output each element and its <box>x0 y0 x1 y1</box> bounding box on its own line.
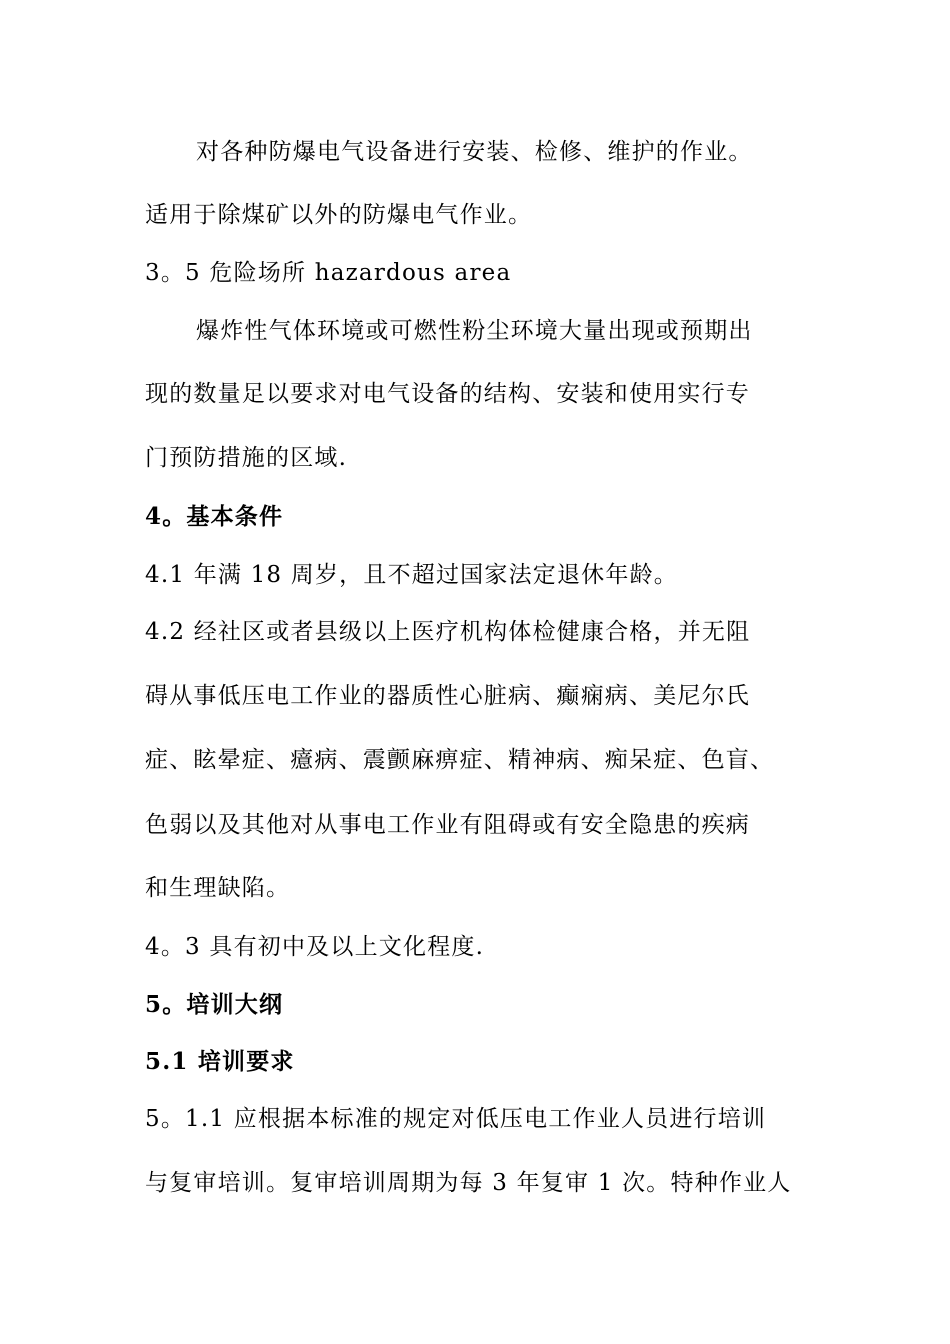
paragraph-line: 和生理缺陷。 <box>145 875 291 901</box>
paragraph-line: 症、眩晕症、癔病、震颤麻痹症、精神病、痴呆症、色盲、 <box>145 747 775 773</box>
section-5-1-heading: 5.1 培训要求 <box>145 1048 295 1075</box>
paragraph-line: 碍从事低压电工作业的器质性心脏病、癫痫病、美尼尔氏 <box>145 683 750 709</box>
section-5-heading: 5。培训大纲 <box>145 991 284 1018</box>
paragraph-line: 色弱以及其他对从事电工作业有阻碍或有安全隐患的疾病 <box>145 812 750 838</box>
item-4-1: 4.1 年满 18 周岁，且不超过国家法定退休年龄。 <box>145 562 678 588</box>
item-5-1-1: 5。1.1 应根据本标准的规定对低压电工作业人员进行培训 <box>145 1106 767 1132</box>
item-4-2: 4.2 经社区或者县级以上医疗机构体检健康合格，并无阻 <box>145 619 751 645</box>
item-4-3: 4。3 具有初中及以上文化程度. <box>145 934 485 960</box>
paragraph-line: 与复审培训。复审培训周期为每 3 年复审 1 次。特种作业人 <box>145 1170 792 1196</box>
section-3-5-heading: 3。5 危险场所 hazardous area <box>145 260 512 286</box>
paragraph-line: 适用于除煤矿以外的防爆电气作业。 <box>145 202 533 228</box>
paragraph-line: 现的数量足以要求对电气设备的结构、安装和使用实行专 <box>145 381 750 407</box>
paragraph-line: 门预防措施的区域. <box>145 445 348 471</box>
paragraph-line: 爆炸性气体环境或可燃性粉尘环境大量出现或预期出 <box>196 318 753 344</box>
section-4-heading: 4。基本条件 <box>145 503 284 530</box>
paragraph-line: 对各种防爆电气设备进行安装、检修、维护的作业。 <box>196 139 753 165</box>
